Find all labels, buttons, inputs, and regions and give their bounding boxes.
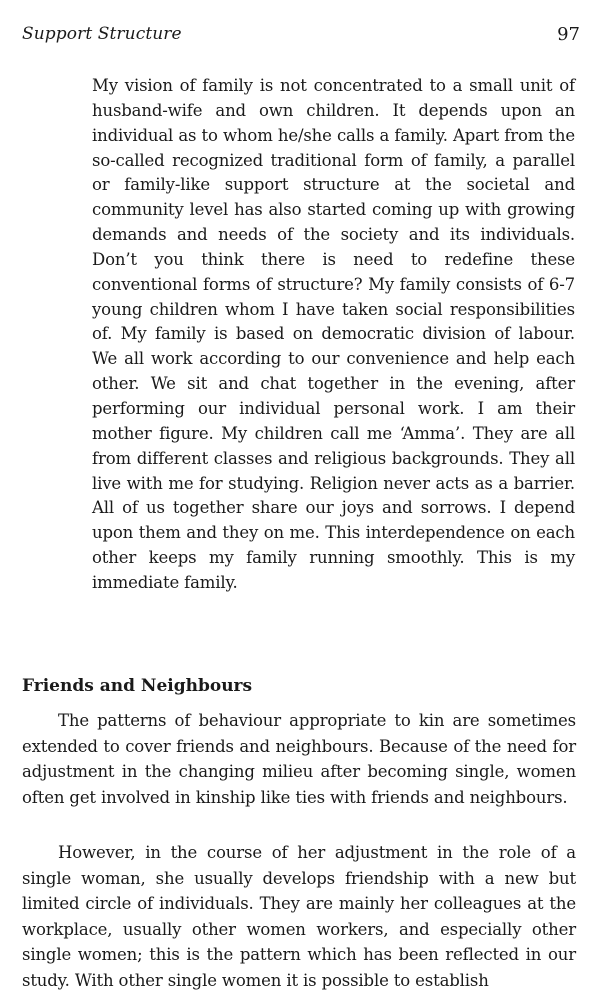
running-title: Support Structure <box>22 24 182 44</box>
running-head <box>22 24 580 48</box>
section-heading: Friends and Neighbours <box>22 676 253 696</box>
body-paragraph: The patterns of behaviour appropriate to kin are sometimes extended to cover friends and neighbours. Because of the need for adjustment in the changing milieu after becoming single, women often get involved in kinship like ties with friends and neighbours. <box>22 711 576 807</box>
page-number: 97 <box>557 24 580 45</box>
body-paragraph: However, in the course of her adjustment in the role of a single woman, she usually develops friendship with a new but limited circle of individuals. They are mainly her colleagues at the workplace, usually other women workers, and especially other single women; this is the pattern which has been reflected in our study. With other single women it is possible to establish <box>22 843 576 990</box>
block-quote: My vision of family is not concentrated to a small unit of husband-wife and own children. It depends upon an individual as to whom he/she calls a family. Apart from the so-called recognized traditional form of family, a parallel or family-like support structure at the societal and community level has also started coming up with growing demands and needs of the society and its individuals. Don’t you think there is need to redefine these conventional forms of structure? My family consists of 6-7 young children whom I have taken social responsibilities of. My family is based on democratic division of labour. We all work according to our convenience and help each other. We sit and chat together in the evening, after performing our individual personal work. I am their mother figure. My children call me ‘Amma’. They are all from different classes and religious backgrounds. They all live with me for studying. Religion never acts as a barrier. All of us together share our joys and sorrows. I depend upon them and they on me. This interdependence on each other keeps my family running smoothly. This is my immediate family. <box>92 76 575 592</box>
